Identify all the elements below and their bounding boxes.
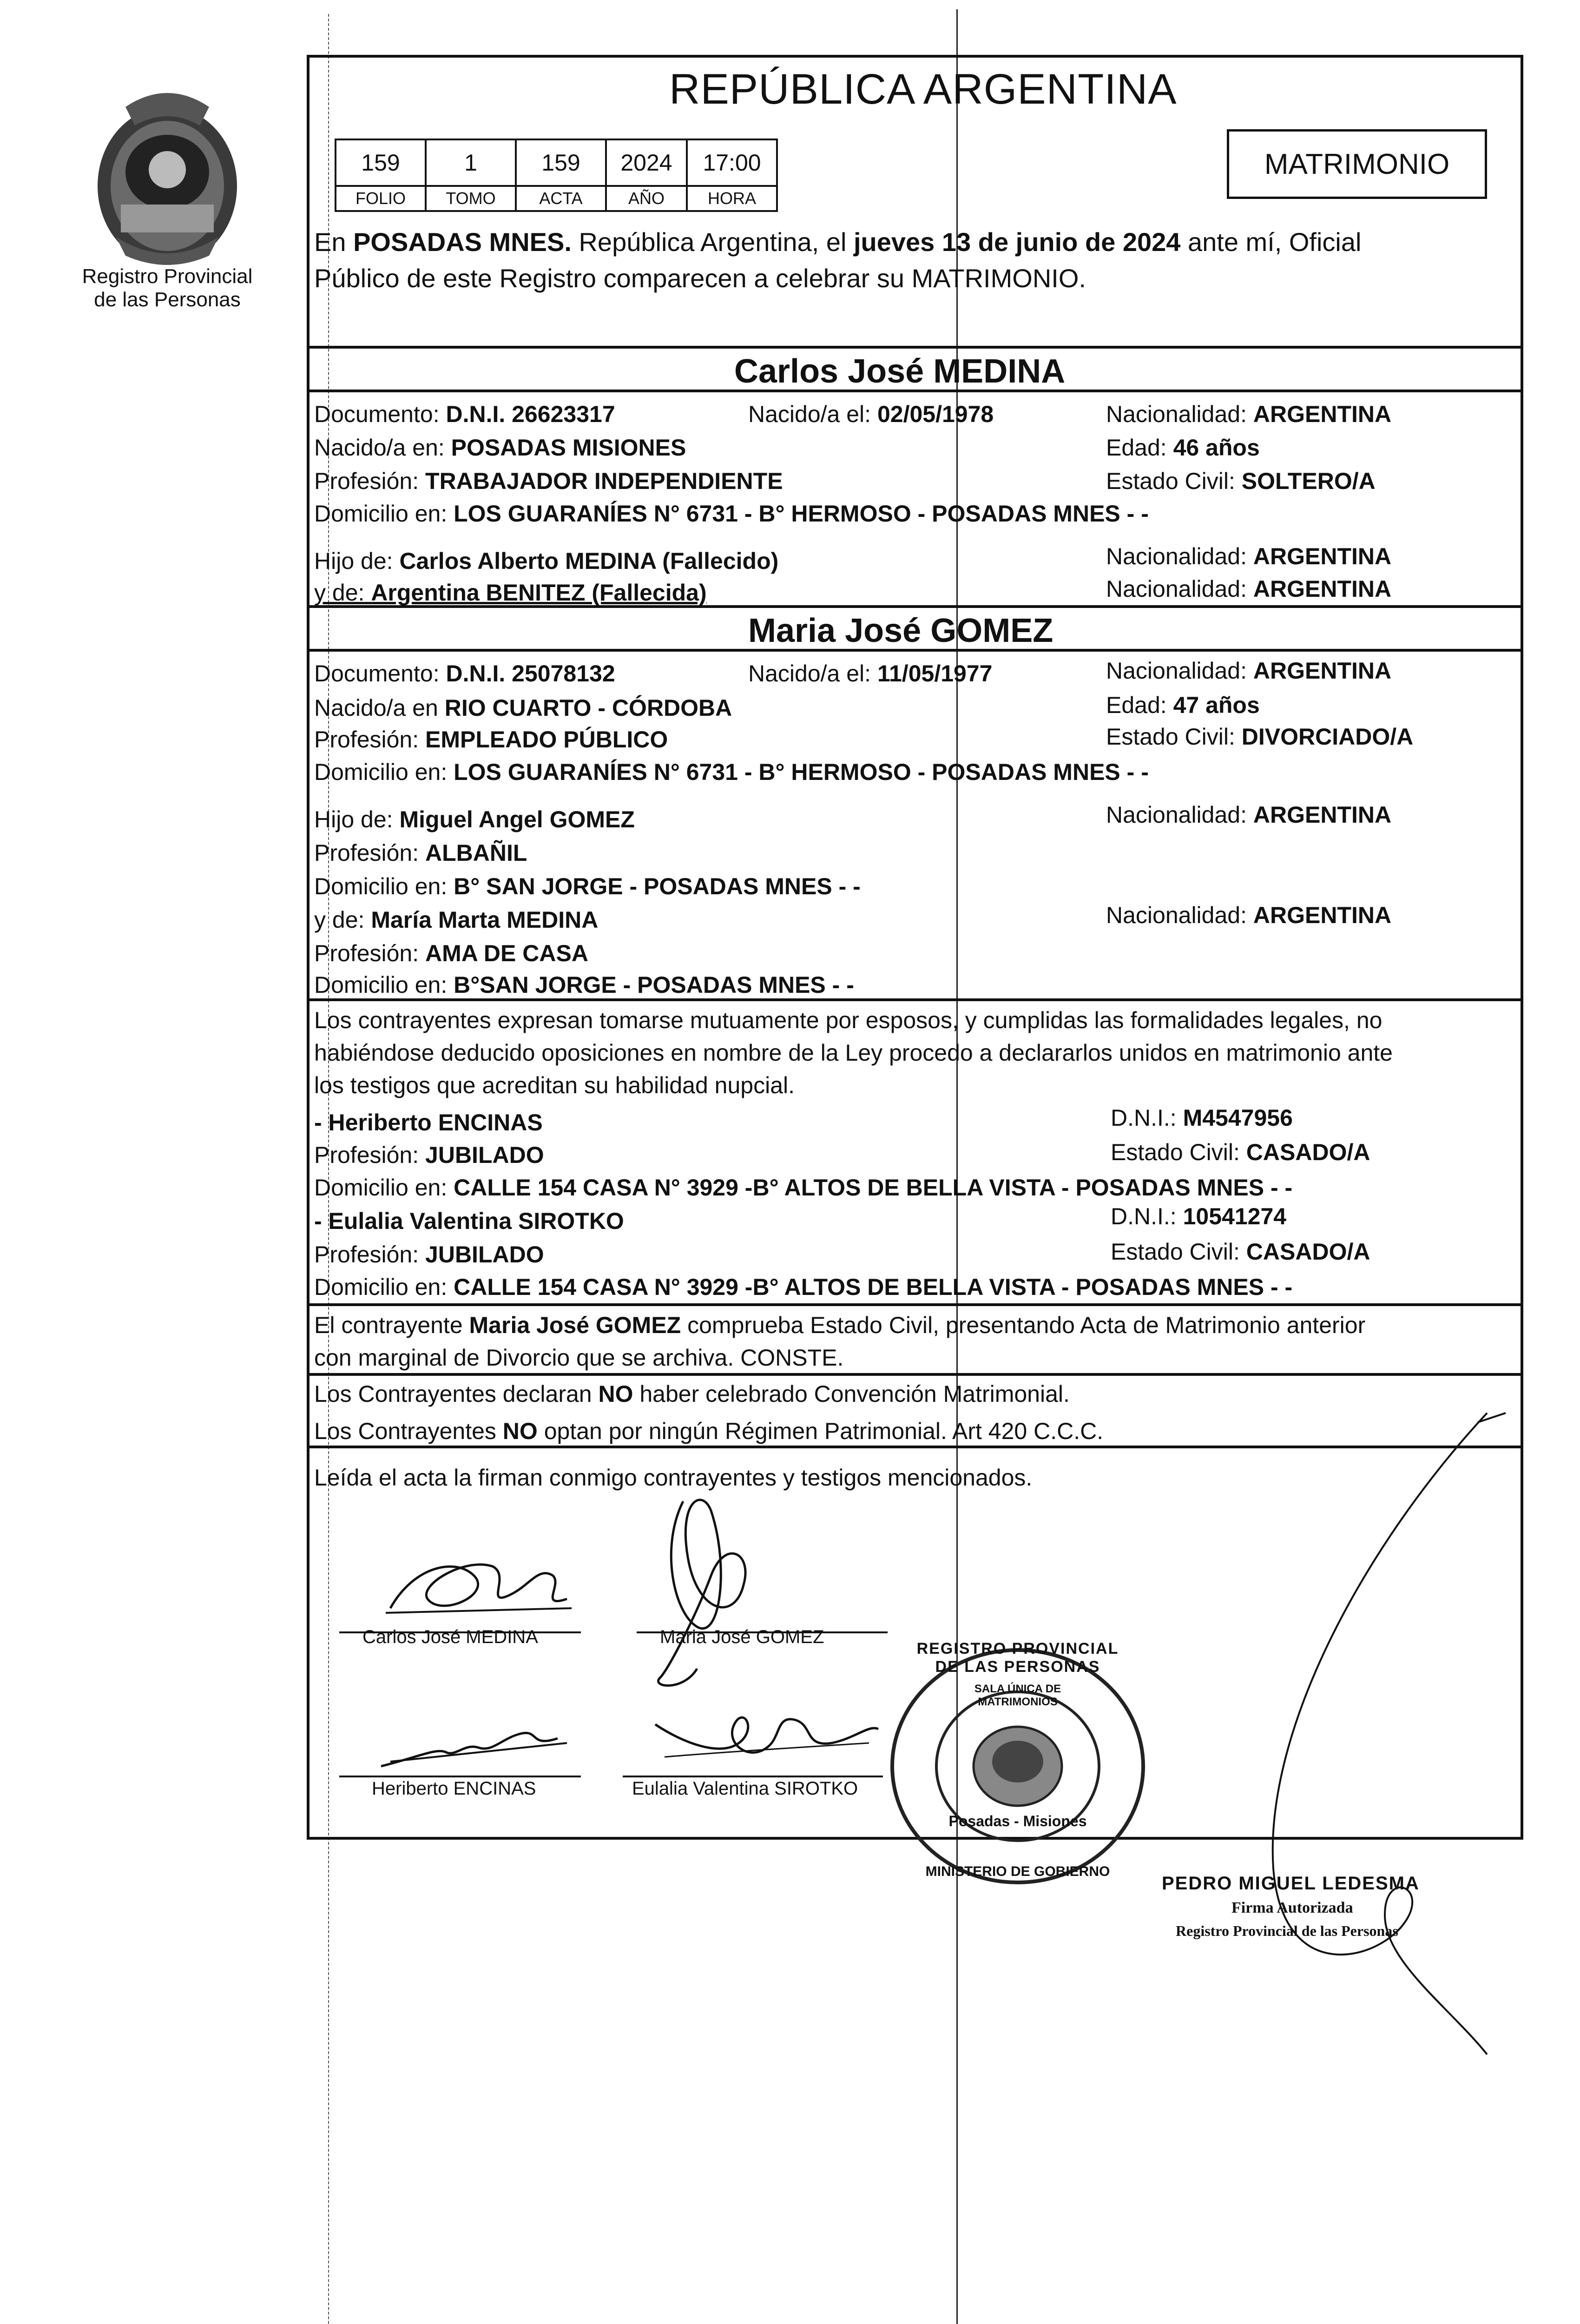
official-name: PEDRO MIGUEL LEDESMA (1162, 1873, 1420, 1894)
tomo-label: TOMO (426, 186, 516, 211)
spouse1-name: Carlos José MEDINA (734, 353, 1066, 390)
divider (307, 605, 1523, 608)
witness2-civil: Estado Civil: CASADO/A (1111, 1239, 1370, 1265)
spouse2-father-profession: Profesión: ALBAÑIL (314, 840, 527, 866)
record-type-box: MATRIMONIO (1227, 129, 1487, 199)
witness2-dni: D.N.I.: 10541274 (1111, 1203, 1287, 1229)
signature-line (339, 1776, 581, 1777)
spouse1-profession: Profesión: TRABAJADOR INDEPENDIENTE (314, 468, 783, 494)
signature-caption-maria: Maria José GOMEZ (660, 1627, 824, 1647)
spouse1-age: Edad: 46 años (1106, 435, 1260, 461)
spouse2-mother-profession: Profesión: AMA DE CASA (314, 940, 588, 966)
spouse2-mother-address: Domicilio en: B°SAN JORGE - POSADAS MNES - - (314, 972, 854, 998)
divider (307, 1303, 1523, 1306)
spouse1-civil: Estado Civil: SOLTERO/A (1106, 468, 1376, 494)
civil-note-line-1: El contrayente Maria José GOMEZ comprueba Estado Civil, presentando Acta de Matrimonio anterior (314, 1312, 1366, 1338)
witness1-name: - Heriberto ENCINAS (314, 1109, 543, 1136)
agency-logo (84, 79, 251, 274)
seal-text-inner: SALA ÚNICA DE MATRIMONIOS (974, 1683, 1061, 1708)
spouse2-born-in: Nacido/a en RIO CUARTO - CÓRDOBA (314, 695, 732, 721)
anio-label: AÑO (606, 186, 687, 211)
agency-line-1: Registro Provincial (82, 265, 253, 288)
spouse2-nationality: Nacionalidad: ARGENTINA (1106, 658, 1392, 684)
spouse2-doc: Documento: D.N.I. 25078132 (314, 660, 615, 687)
declaration-line-1: Los contrayentes expresan tomarse mutuamente por esposos, y cumplidas las formalidades legales, no (314, 1007, 1382, 1033)
witness2-address: Domicilio en: CALLE 154 CASA N° 3929 -B° ALTOS DE BELLA VISTA - POSADAS MNES - - (314, 1274, 1293, 1300)
spouse2-father: Hijo de: Miguel Angel GOMEZ (314, 806, 635, 832)
divider (307, 346, 1523, 349)
signature-caption-heriberto: Heriberto ENCINAS (372, 1778, 536, 1799)
spouse1-born-date: Nacido/a el: 02/05/1978 (748, 401, 994, 427)
anio-value: 2024 (606, 139, 687, 186)
declaration-line-3: los testigos que acreditan su habilidad nupcial. (314, 1072, 795, 1098)
folio-value: 159 (336, 139, 426, 186)
signature-carlos (372, 1538, 586, 1631)
spouse1-doc: Documento: D.N.I. 26623317 (314, 401, 615, 427)
folio-label: FOLIO (336, 186, 426, 211)
divider (307, 390, 1523, 392)
spouse2-father-address: Domicilio en: B° SAN JORGE - POSADAS MNES - - (314, 873, 861, 899)
spouse2-age: Edad: 47 años (1106, 692, 1260, 718)
spouse1-father: Hijo de: Carlos Alberto MEDINA (Fallecido) (314, 548, 779, 574)
spouse2-born-date: Nacido/a el: 11/05/1977 (748, 660, 993, 687)
spouse2-civil: Estado Civil: DIVORCIADO/A (1106, 724, 1414, 750)
spouse2-father-nationality: Nacionalidad: ARGENTINA (1106, 802, 1392, 828)
seal-text-place: Posadas - Misiones (948, 1813, 1087, 1829)
acta-label: ACTA (516, 186, 606, 211)
divider (307, 649, 1523, 652)
witness2-name: - Eulalia Valentina SIROTKO (314, 1208, 624, 1234)
spouse2-mother: y de: María Marta MEDINA (314, 907, 599, 933)
divider (307, 998, 1523, 1001)
spouse1-father-nationality: Nacionalidad: ARGENTINA (1106, 543, 1392, 569)
official-signature (1227, 1404, 1534, 2073)
convention-line-2: Los Contrayentes NO optan por ningún Régimen Patrimonial. Art 420 C.C.C. (314, 1418, 1104, 1444)
record-number-table (335, 139, 778, 212)
spouse1-born-in: Nacido/a en: POSADAS MISIONES (314, 435, 686, 461)
spouse2-address: Domicilio en: LOS GUARANÍES N° 6731 - B° HERMOSO - POSADAS MNES - - (314, 759, 1149, 785)
witness2-profession: Profesión: JUBILADO (314, 1241, 544, 1268)
witness1-civil: Estado Civil: CASADO/A (1111, 1139, 1370, 1165)
official-agency: Registro Provincial de las Personas (1176, 1922, 1398, 1939)
divider (307, 1373, 1523, 1376)
hora-label: HORA (687, 186, 777, 211)
acta-value: 159 (516, 139, 606, 186)
agency-name (74, 265, 260, 311)
signature-caption-eulalia: Eulalia Valentina SIROTKO (632, 1778, 858, 1799)
closing-line: Leída el acta la firman conmigo contrayentes y testigos mencionados. (314, 1465, 1033, 1491)
declaration-line-2: habiéndose deducido oposiciones en nombre de la Ley procedo a declararlos unidos en matrimonio ante (314, 1040, 1393, 1066)
intro-line-2: Público de este Registro comparecen a celebrar su MATRIMONIO. (314, 264, 1086, 293)
seal-text-outer: REGISTRO PROVINCIAL DE LAS PERSONAS (916, 1640, 1119, 1676)
seal-text-bottom: MINISTERIO DE GOBIERNO (925, 1864, 1110, 1879)
witness1-address: Domicilio en: CALLE 154 CASA N° 3929 -B° ALTOS DE BELLA VISTA - POSADAS MNES - - (314, 1175, 1293, 1201)
signature-heriberto (362, 1715, 576, 1780)
spouse1-address: Domicilio en: LOS GUARANÍES N° 6731 - B° HERMOSO - POSADAS MNES - - (314, 501, 1149, 527)
spouse1-mother-nationality: Nacionalidad: ARGENTINA (1106, 576, 1392, 602)
signature-eulalia (627, 1697, 888, 1780)
spouse2-profession: Profesión: EMPLEADO PÚBLICO (314, 726, 668, 753)
spouse2-name: Maria José GOMEZ (748, 612, 1053, 649)
misiones-coat-of-arms-icon (84, 79, 251, 274)
tomo-value: 1 (426, 139, 516, 186)
convention-line-1: Los Contrayentes declaran NO haber celebrado Convención Matrimonial. (314, 1381, 1070, 1407)
spouse1-mother: y de: Argentina BENITEZ (Fallecida) (314, 580, 707, 606)
spouse2-mother-nationality: Nacionalidad: ARGENTINA (1106, 902, 1392, 928)
agency-line-2: de las Personas (94, 288, 241, 311)
witness1-dni: D.N.I.: M4547956 (1111, 1105, 1293, 1131)
spouse1-nationality: Nacionalidad: ARGENTINA (1106, 401, 1392, 427)
signature-caption-carlos: Carlos José MEDINA (362, 1627, 538, 1647)
signature-line (623, 1776, 883, 1777)
witness1-profession: Profesión: JUBILADO (314, 1142, 544, 1168)
page-title: REPÚBLICA ARGENTINA (669, 66, 1177, 113)
civil-note-line-2: con marginal de Divorcio que se archiva. CONSTE. (314, 1345, 844, 1371)
signature-maria (641, 1473, 762, 1697)
official-role: Firma Autorizada (1231, 1899, 1353, 1916)
hora-value: 17:00 (687, 139, 777, 186)
intro-line-1: En POSADAS MNES. República Argentina, el jueves 13 de junio de 2024 ante mí, Oficial (314, 227, 1362, 257)
